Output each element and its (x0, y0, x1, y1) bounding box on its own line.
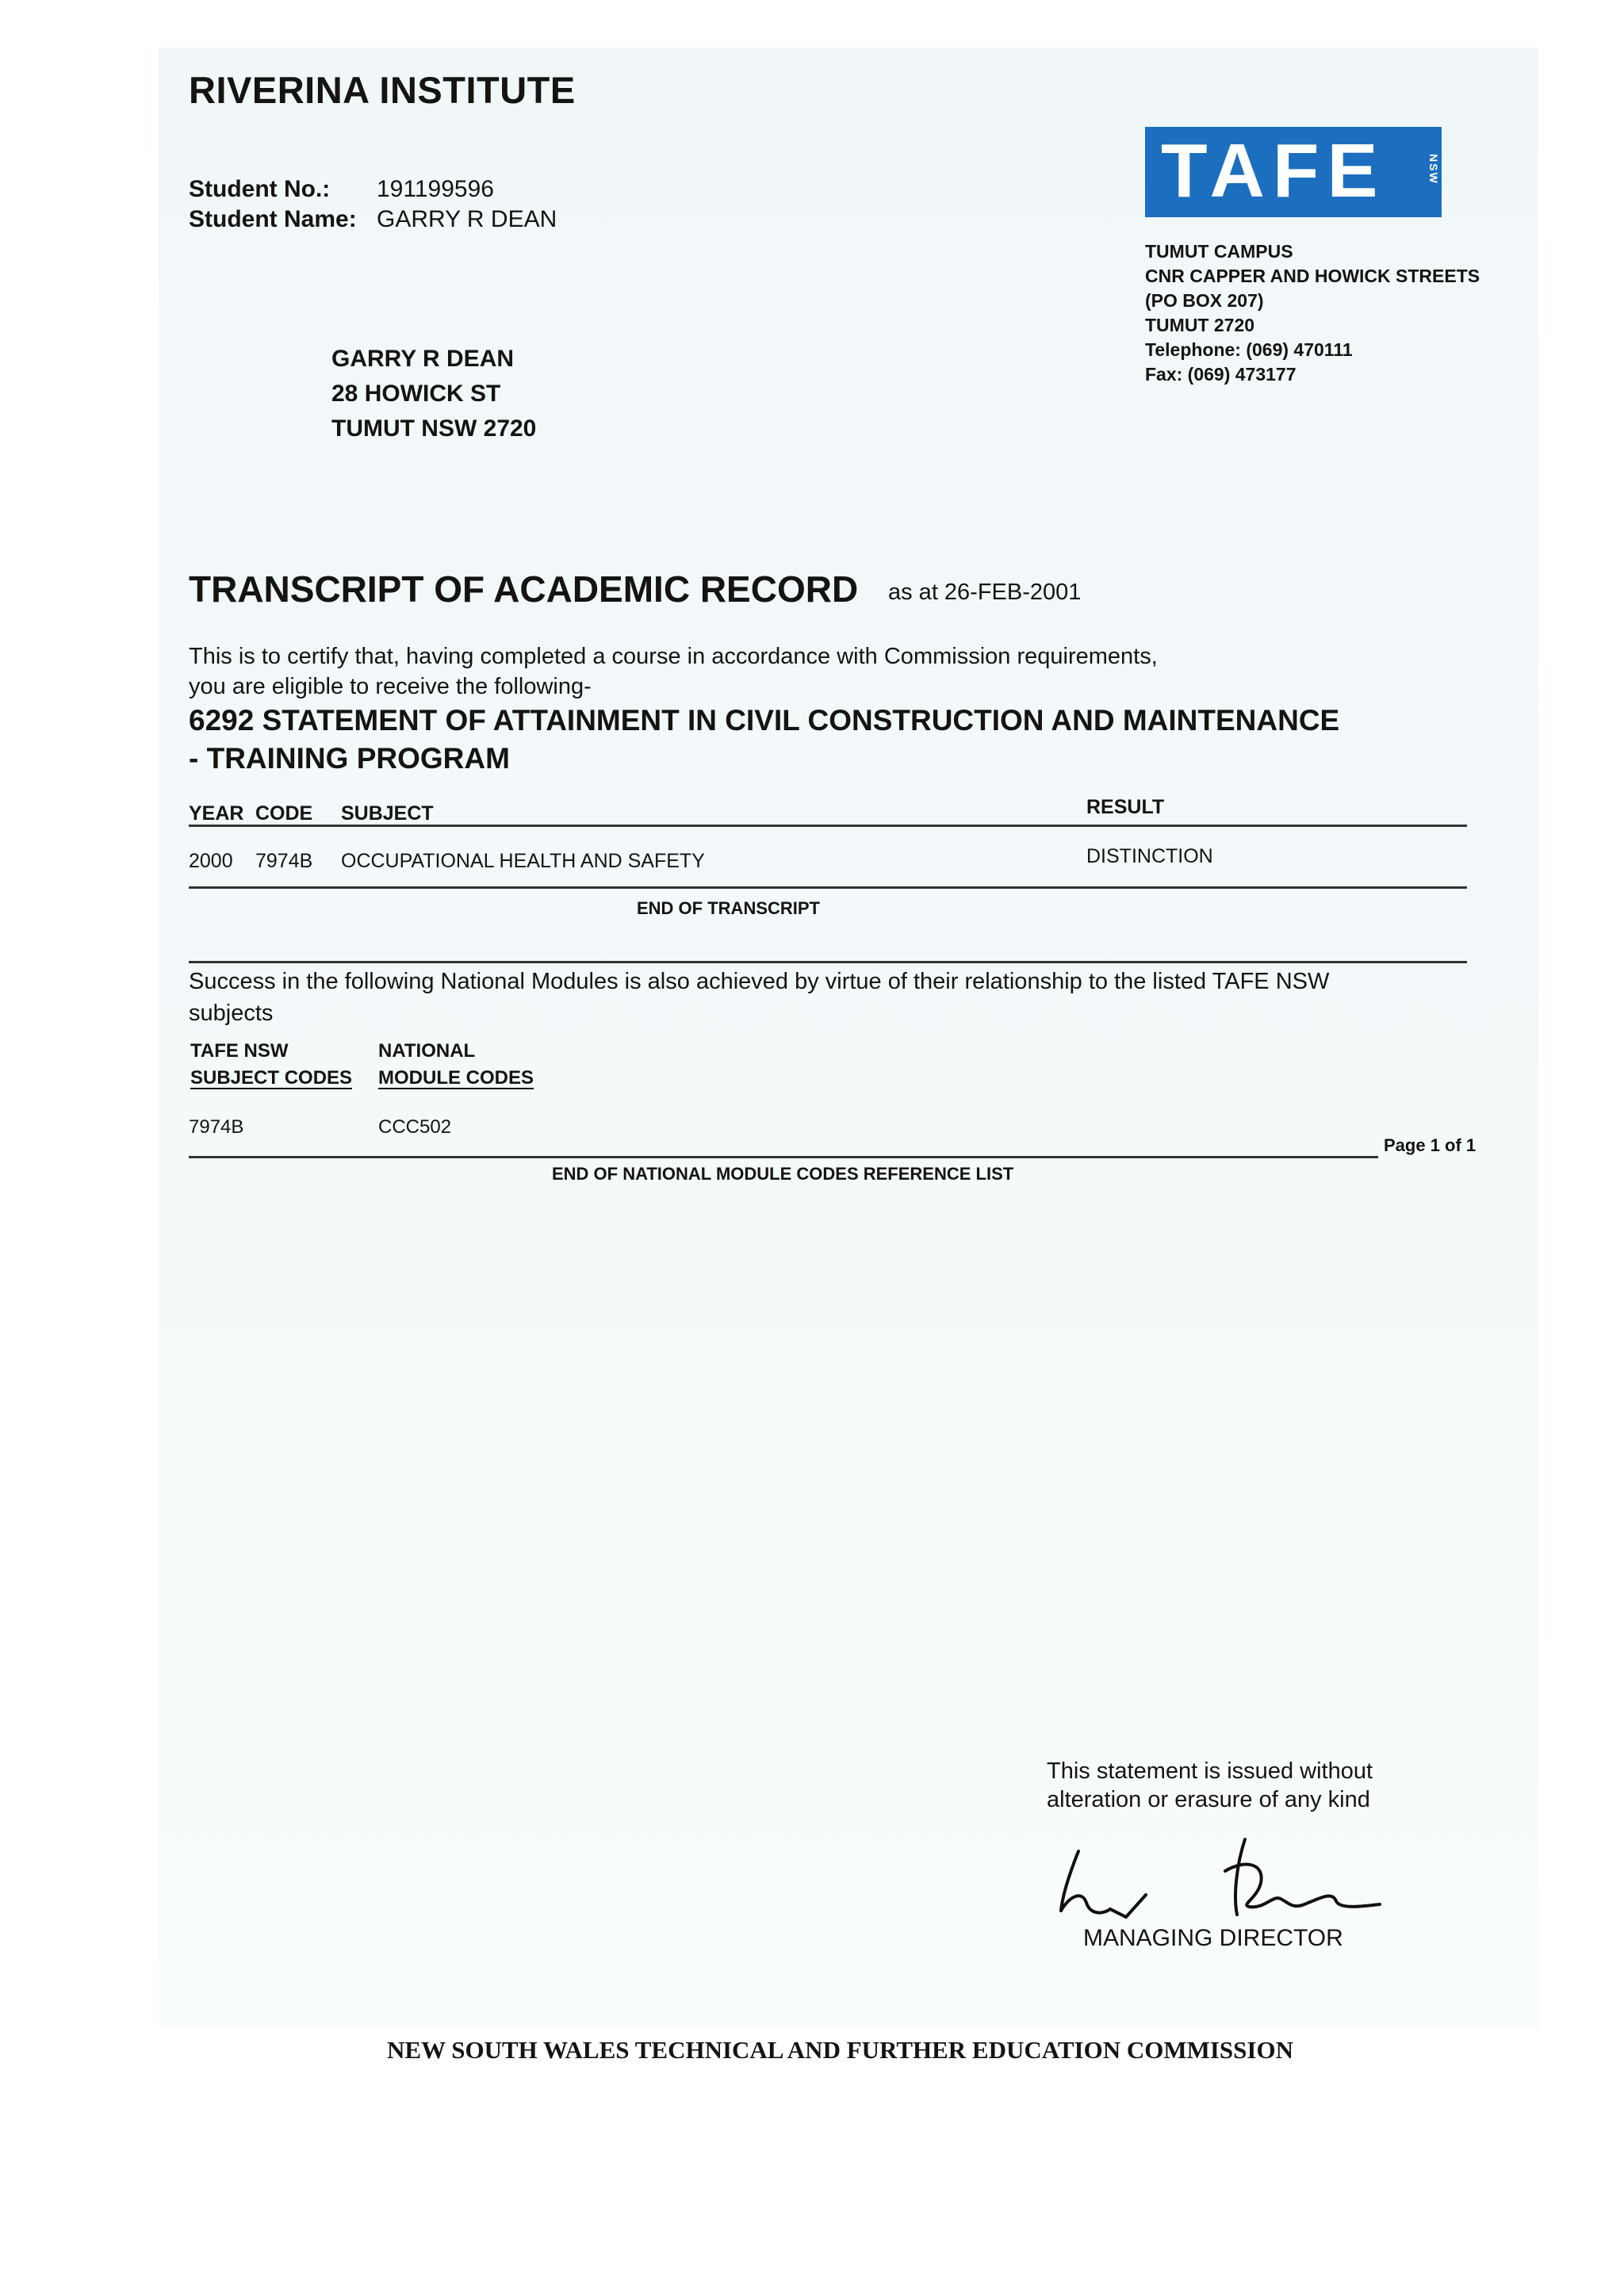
end-of-transcript: END OF TRANSCRIPT (637, 898, 820, 918)
campus-line: Telephone: (069) 470111 (1145, 339, 1353, 360)
row-year: 2000 (189, 850, 233, 872)
module-bottom-rule (189, 1156, 1378, 1158)
success-line: subjects (189, 1001, 274, 1026)
module-col2-header: MODULE CODES (378, 1067, 534, 1089)
course-title-line: - TRAINING PROGRAM (189, 742, 510, 775)
address-line: TUMUT NSW 2720 (331, 415, 537, 442)
issued-statement-line: alteration or erasure of any kind (1047, 1787, 1370, 1812)
row-result: DISTINCTION (1086, 845, 1213, 867)
student-no-value: 191199596 (377, 176, 494, 202)
col-header-subject: SUBJECT (341, 802, 434, 825)
institute-name: RIVERINA INSTITUTE (189, 69, 576, 111)
signature-image (1047, 1816, 1396, 1942)
success-line: Success in the following National Modules is also achieved by virtue of their relationship to the listed TAFE NSW (189, 969, 1330, 994)
page-number: Page 1 of 1 (1384, 1135, 1477, 1155)
campus-line: (PO BOX 207) (1145, 290, 1264, 311)
student-name-value: GARRY R DEAN (377, 206, 557, 232)
footer-commission: NEW SOUTH WALES TECHNICAL AND FURTHER EDUCATION COMMISSION (387, 2036, 1293, 2064)
certify-line: This is to certify that, having completed a course in accordance with Commission requirements, (189, 644, 1158, 669)
col-header-result: RESULT (1086, 796, 1165, 818)
campus-line: TUMUT CAMPUS (1145, 241, 1293, 262)
module-tafe-code: 7974B (189, 1116, 244, 1138)
row-code: 7974B (255, 850, 313, 872)
issued-statement-line: This statement is issued without (1047, 1758, 1373, 1784)
module-col1-header: TAFE NSW (190, 1040, 289, 1062)
table-header-rule (189, 825, 1467, 827)
course-title-line: 6292 STATEMENT OF ATTAINMENT IN CIVIL CONSTRUCTION AND MAINTENANCE (189, 704, 1340, 737)
student-no-label: Student No.: (189, 176, 331, 202)
table-bottom-rule (189, 886, 1467, 889)
address-line: 28 HOWICK ST (331, 381, 501, 407)
certify-line: you are eligible to receive the following- (189, 674, 592, 699)
tafe-logo-nsw: NSW (1427, 154, 1440, 185)
module-national-code: CCC502 (378, 1116, 452, 1138)
row-subject: OCCUPATIONAL HEALTH AND SAFETY (341, 850, 705, 872)
col-header-year: YEAR (189, 802, 244, 825)
module-col2-header: NATIONAL (378, 1040, 476, 1062)
transcript-title: TRANSCRIPT OF ACADEMIC RECORD (189, 568, 859, 610)
student-name-label: Student Name: (189, 206, 357, 232)
end-of-module-list: END OF NATIONAL MODULE CODES REFERENCE LIST (552, 1164, 1014, 1184)
col-header-code: CODE (255, 802, 313, 825)
tafe-logo (1145, 127, 1442, 217)
tafe-logo-text: TAFE (1161, 128, 1386, 213)
campus-line: Fax: (069) 473177 (1145, 364, 1297, 385)
signatory-title: MANAGING DIRECTOR (1083, 1925, 1343, 1951)
campus-line: CNR CAPPER AND HOWICK STREETS (1145, 266, 1480, 286)
address-line: GARRY R DEAN (331, 346, 515, 372)
campus-line: TUMUT 2720 (1145, 315, 1255, 335)
module-col1-header: SUBJECT CODES (190, 1067, 353, 1089)
as-at-date: as at 26-FEB-2001 (888, 580, 1082, 605)
section-rule (189, 961, 1467, 963)
